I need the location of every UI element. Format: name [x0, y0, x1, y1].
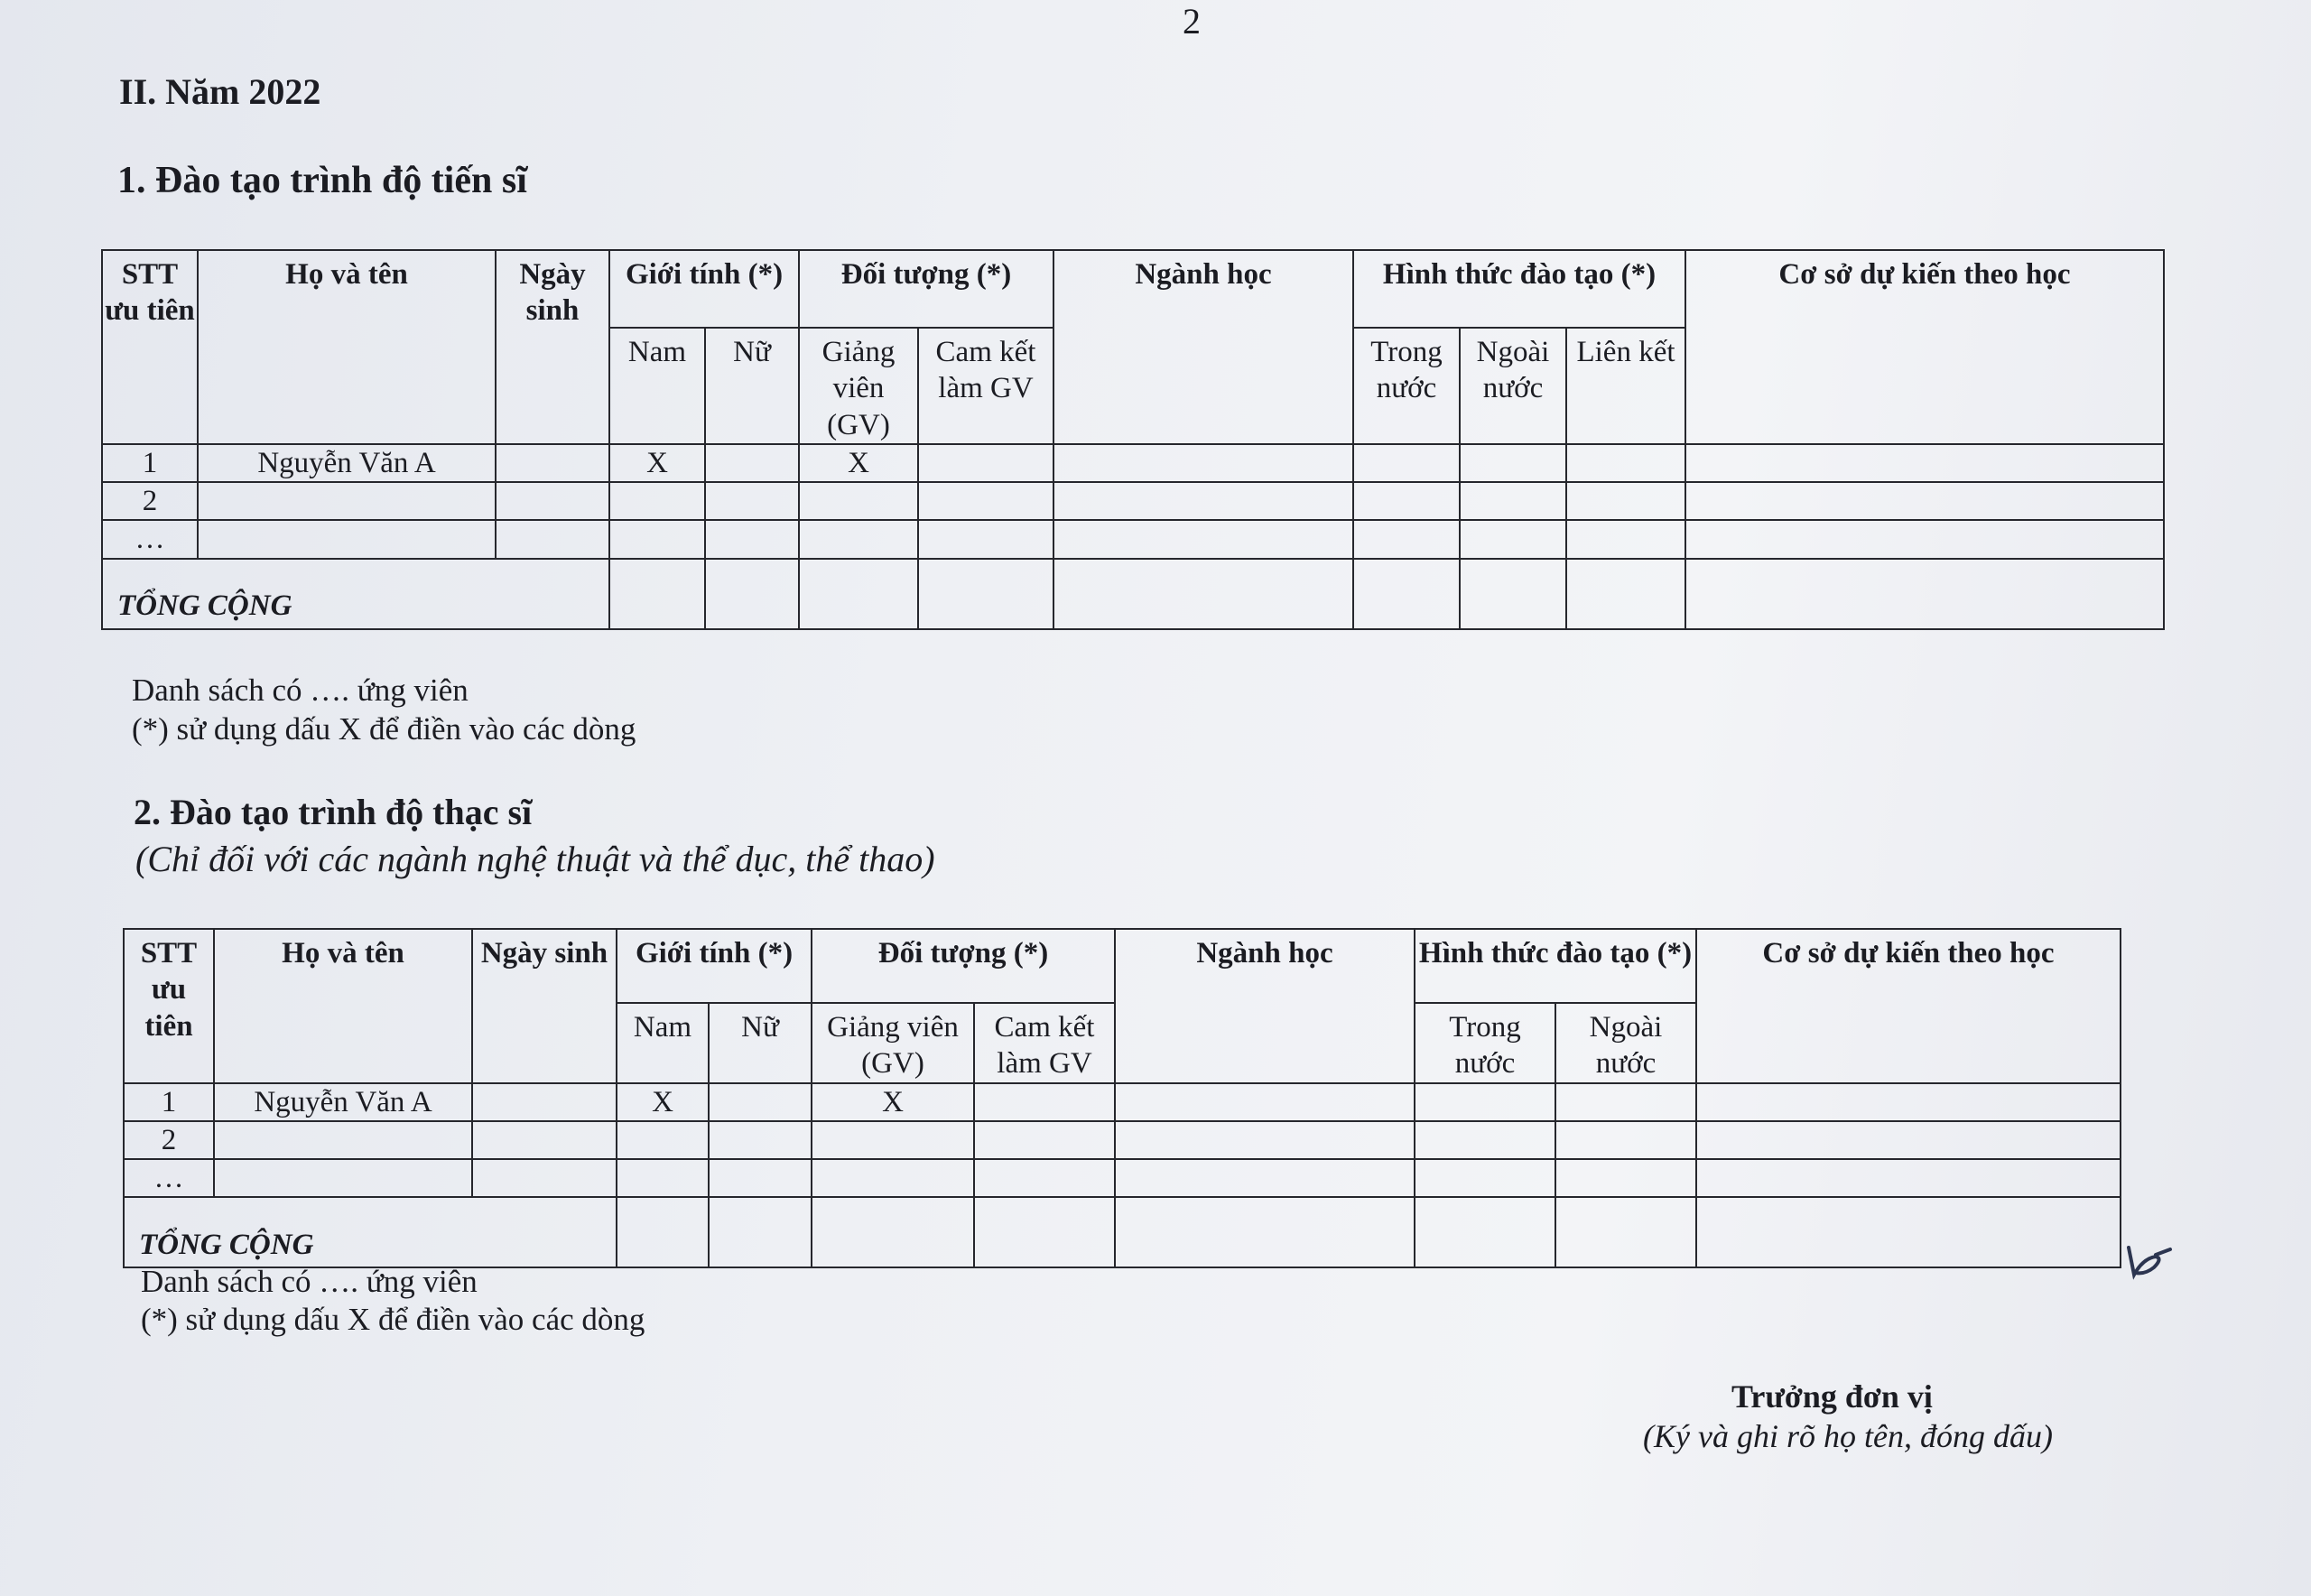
phd-training-table	[101, 249, 2165, 630]
note-count: Danh sách có …. ứng viên	[132, 673, 469, 708]
header-subject: Đối tượng (*)	[812, 929, 1115, 1003]
header-gender: Giới tính (*)	[609, 250, 799, 328]
header-subject-lecturer: Giảng viên (GV)	[799, 328, 918, 444]
note-count: Danh sách có …. ứng viên	[141, 1264, 478, 1299]
row-male-mark: X	[609, 444, 705, 482]
note-mark: (*) sử dụng dấu X để điền vào các dòng	[141, 1302, 645, 1337]
table-row	[102, 482, 2164, 520]
total-label: TỔNG CỘNG	[102, 559, 609, 629]
header-gender-male: Nam	[609, 328, 705, 444]
row-stt: 1	[124, 1083, 214, 1121]
header-mode-abroad: Ngoài nước	[1460, 328, 1566, 444]
header-name: Họ và tên	[214, 929, 472, 1083]
part2-subheading: (Chỉ đối với các ngành nghệ thuật và thể dục, thể thao)	[135, 839, 935, 879]
row-male-mark: X	[617, 1083, 709, 1121]
part1-heading: 1. Đào tạo trình độ tiến sĩ	[117, 160, 527, 201]
row-lecturer-mark: X	[799, 444, 918, 482]
total-label: TỔNG CỘNG	[124, 1197, 617, 1267]
header-institution: Cơ sở dự kiến theo học	[1696, 929, 2121, 1083]
masters-training-table	[123, 928, 2121, 1268]
table-row	[124, 1159, 2121, 1197]
header-mode: Hình thức đào tạo (*)	[1415, 929, 1696, 1003]
header-subject-lecturer: Giảng viên (GV)	[812, 1003, 974, 1083]
row-stt: 2	[124, 1121, 214, 1159]
header-subject: Đối tượng (*)	[799, 250, 1053, 328]
header-gender: Giới tính (*)	[617, 929, 812, 1003]
header-gender-male: Nam	[617, 1003, 709, 1083]
row-lecturer-mark: X	[812, 1083, 974, 1121]
row-stt: …	[124, 1159, 214, 1197]
row-name: Nguyễn Văn A	[214, 1083, 472, 1121]
header-name: Họ và tên	[198, 250, 496, 444]
row-stt: 1	[102, 444, 198, 482]
signature-instruction: (Ký và ghi rõ họ tên, đóng dấu)	[1643, 1418, 2053, 1454]
table-row	[102, 444, 2164, 482]
signature-title: Trưởng đơn vị	[1731, 1378, 1933, 1415]
header-mode-joint: Liên kết	[1566, 328, 1685, 444]
header-dob: Ngày sinh	[496, 250, 609, 444]
header-gender-female: Nữ	[709, 1003, 812, 1083]
header-subject-commit: Cam kết làm GV	[918, 328, 1053, 444]
header-dob: Ngày sinh	[472, 929, 617, 1083]
total-row	[102, 559, 2164, 629]
part2-heading: 2. Đào tạo trình độ thạc sĩ	[134, 792, 533, 832]
header-subject-commit: Cam kết làm GV	[974, 1003, 1115, 1083]
header-stt: STT ưu tiên	[124, 929, 214, 1083]
table-row	[124, 1083, 2121, 1121]
header-institution: Cơ sở dự kiến theo học	[1685, 250, 2164, 444]
total-row	[124, 1197, 2121, 1267]
table-row	[124, 1121, 2121, 1159]
page-number: 2	[1183, 1, 1201, 42]
note-mark: (*) sử dụng dấu X để điền vào các dòng	[132, 711, 636, 747]
header-major: Ngành học	[1053, 250, 1353, 444]
table-row	[102, 520, 2164, 558]
header-mode-abroad: Ngoài nước	[1555, 1003, 1696, 1083]
row-stt: …	[102, 520, 198, 558]
header-stt: STT ưu tiên	[102, 250, 198, 444]
header-mode-domestic: Trong nước	[1415, 1003, 1555, 1083]
section-title: II. Năm 2022	[119, 71, 321, 112]
handwritten-initial-mark	[2123, 1239, 2177, 1284]
header-gender-female: Nữ	[705, 328, 799, 444]
header-mode: Hình thức đào tạo (*)	[1353, 250, 1685, 328]
header-major: Ngành học	[1115, 929, 1415, 1083]
header-mode-domestic: Trong nước	[1353, 328, 1460, 444]
row-stt: 2	[102, 482, 198, 520]
row-name: Nguyễn Văn A	[198, 444, 496, 482]
